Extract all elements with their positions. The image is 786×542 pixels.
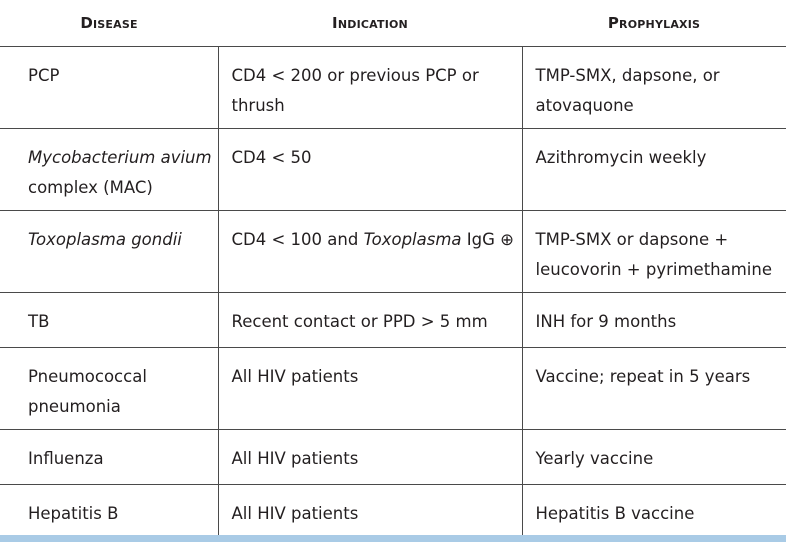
disease-italic-text: Mycobacterium avium (28, 147, 212, 167)
indication-cell: CD4 < 50 (218, 128, 522, 210)
disease-cell: TB (0, 292, 218, 347)
table-header (0, 0, 786, 46)
disease-cell: Pneumococcal pneumonia (0, 347, 218, 429)
disease-italic-text: Toxoplasma gondii (28, 229, 182, 249)
indication-cell: All HIV patients (218, 429, 522, 484)
indication-cell: All HIV patients (218, 347, 522, 429)
table-body (0, 46, 786, 539)
disease-cell: Hepatitis B (0, 484, 218, 539)
disease-cell (0, 210, 218, 292)
prophylaxis-cell: TMP-SMX, dapsone, or atovaquone (522, 46, 786, 128)
disease-cell: PCP (0, 46, 218, 128)
bottom-accent-bar (0, 535, 786, 542)
column-header-indication: Indication (218, 0, 522, 46)
table-row (0, 484, 786, 539)
disease-text: complex (MAC) (28, 177, 153, 197)
table-row (0, 210, 786, 292)
table-row (0, 292, 786, 347)
prophylaxis-cell: TMP-SMX or dapsone + leucovorin + pyrimethamine (522, 210, 786, 292)
table-row (0, 46, 786, 128)
indication-text: IgG ⊕ (461, 229, 514, 249)
column-header-prophylaxis: Prophylaxis (522, 0, 786, 46)
disease-cell (0, 128, 218, 210)
prophylaxis-cell: Hepatitis B vaccine (535, 503, 695, 523)
prophylaxis-cell: Vaccine; repeat in 5 years (522, 347, 786, 429)
indication-cell (218, 210, 522, 292)
disease-cell: Influenza (0, 429, 218, 484)
indication-italic-text: Toxoplasma (363, 229, 462, 249)
indication-text: CD4 < 100 and (231, 229, 364, 249)
indication-cell: All HIV patients (218, 484, 522, 539)
table-row (0, 128, 786, 210)
prophylaxis-cell: Azithromycin weekly (522, 128, 786, 210)
prophylaxis-cell: Yearly vaccine (522, 429, 786, 484)
column-header-disease: Disease (0, 0, 218, 46)
indication-cell: Recent contact or PPD > 5 mm (218, 292, 522, 347)
table-row (0, 429, 786, 484)
table-row (0, 347, 786, 429)
indication-cell: CD4 < 200 or previous PCP or thrush (218, 46, 522, 128)
prophylaxis-cell: INH for 9 months (522, 292, 786, 347)
